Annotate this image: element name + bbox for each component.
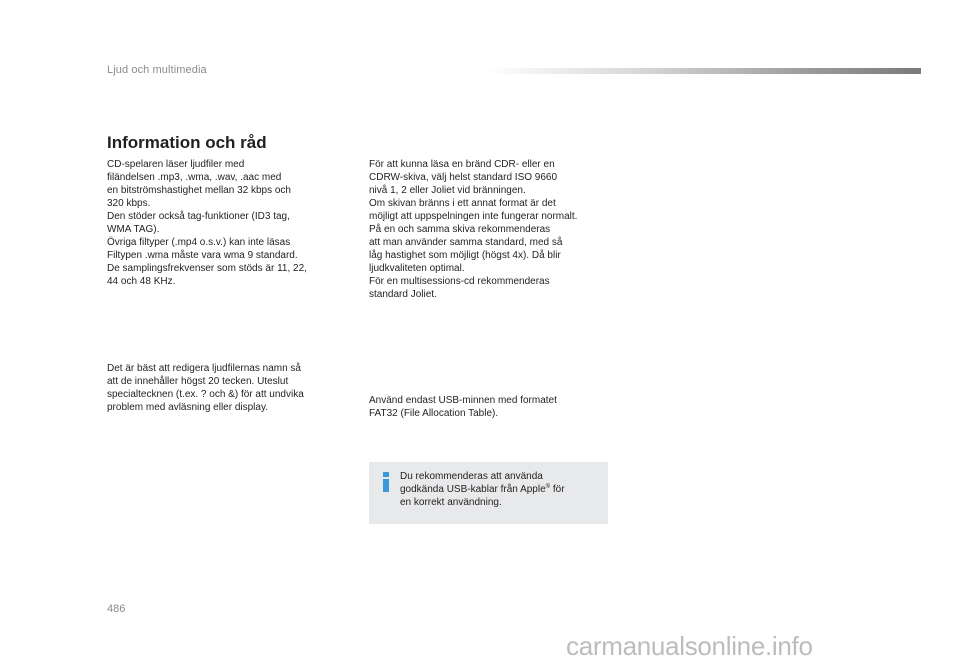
- text-line: För en multisessions-cd rekommenderas: [369, 276, 550, 287]
- text-line: CD-spelaren läser ljudfiler med: [107, 159, 245, 170]
- text-line: att man använder samma standard, med så: [369, 237, 563, 248]
- text-line: ljudkvaliteten optimal.: [369, 263, 465, 274]
- text-line: För att kunna läsa en bränd CDR- eller en: [369, 159, 555, 170]
- text-line: filändelsen .mp3, .wma, .wav, .aac med: [107, 172, 282, 183]
- text-line: Det är bäst att redigera ljudfilernas namn så: [107, 363, 301, 374]
- info-line-1: Du rekommenderas att använda: [400, 471, 543, 482]
- text-line: en bitströmshastighet mellan 32 kbps och: [107, 185, 291, 196]
- text-line: Filtypen .wma måste vara wma 9 standard.: [107, 250, 298, 261]
- text-line: Den stöder också tag-funktioner (ID3 tag,: [107, 211, 290, 222]
- text-line: specialtecknen (t.ex. ? och &) för att undvika: [107, 389, 304, 400]
- right-paragraph-1: [369, 158, 619, 301]
- page-title: Information och råd: [107, 133, 267, 152]
- text-line: standard Joliet.: [369, 289, 437, 300]
- text-line: Övriga filtyper (.mp4 o.s.v.) kan inte läsas: [107, 237, 291, 248]
- info-line-3: en korrekt användning.: [400, 497, 502, 508]
- text-line: att de innehåller högst 20 tecken. Uteslut: [107, 376, 289, 387]
- text-line: 44 och 48 KHz.: [107, 276, 176, 287]
- info-line-2: [400, 483, 600, 496]
- text-line: De samplingsfrekvenser som stöds är 11, 22,: [107, 263, 307, 274]
- text-line: problem med avläsning eller display.: [107, 402, 269, 413]
- registered-mark: ®: [545, 484, 551, 490]
- text-line: På en och samma skiva rekommenderas: [369, 224, 551, 235]
- header-divider: [485, 68, 921, 74]
- text-line: 320 kbps.: [107, 198, 151, 209]
- text-line: nivå 1, 2 eller Joliet vid bränningen.: [369, 185, 526, 196]
- page-number: 486: [107, 603, 126, 615]
- info-text: [400, 470, 600, 509]
- info-box: [369, 462, 608, 524]
- text-line: FAT32 (File Allocation Table).: [369, 408, 499, 419]
- text-line: låg hastighet som möjligt (högst 4x). Då blir: [369, 250, 561, 261]
- text-line: möjligt att uppspelningen inte fungerar normalt.: [369, 211, 578, 222]
- left-paragraph-1: [107, 158, 347, 288]
- right-paragraph-2: [369, 394, 619, 420]
- info-icon: [381, 472, 391, 492]
- text-line: Om skivan bränns i ett annat format är det: [369, 198, 556, 209]
- text-line: Använd endast USB-minnen med formatet: [369, 395, 557, 406]
- info-line-2-end: för: [550, 484, 565, 495]
- left-paragraph-2: [107, 362, 347, 414]
- text-line: WMA TAG).: [107, 224, 160, 235]
- watermark: carmanualsonline.info: [566, 631, 813, 661]
- section-header: Ljud och multimedia: [107, 64, 207, 76]
- text-line: CDRW-skiva, välj helst standard ISO 9660: [369, 172, 558, 183]
- info-line-2-text: godkända USB-kablar från Apple: [400, 484, 546, 495]
